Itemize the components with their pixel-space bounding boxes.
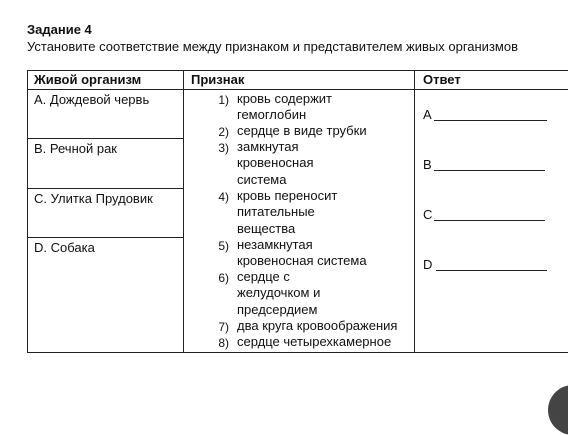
header-answer: Ответ [423,72,461,87]
header-organism: Живой организм [34,72,142,87]
header-divider [28,89,568,90]
row-divider-2 [28,188,183,189]
trait-7-text: два круга кровоображения [237,318,398,333]
matching-table [27,70,568,353]
organism-b: В. Речной рак [34,141,117,156]
organism-a: А. Дождевой червь [34,92,150,107]
column-divider-2 [414,70,415,352]
answer-a-blank[interactable] [434,120,547,121]
trait-4-text: кровь переносит питательные вещества [237,188,338,236]
organism-c: С. Улитка Прудовик [34,191,153,206]
trait-3-text: замкнутая кровеносная система [237,139,314,187]
task-instruction: Установите соответствие между признаком и представителем живых организмов [27,39,518,54]
trait-6-text: сердце с желудочком и предсердием [237,269,321,317]
trait-2-number: 2) [218,125,229,139]
answer-d-blank[interactable] [436,270,547,271]
answer-a-label: А [423,107,432,122]
organism-d: D. Собака [34,240,95,255]
trait-4-number: 4) [218,190,229,204]
answer-b-blank[interactable] [434,170,545,171]
trait-8-text: сердце четырехкамерное [237,334,392,349]
trait-5-number: 5) [218,239,229,253]
trait-7-number: 7) [218,320,229,334]
row-divider-1 [28,138,183,139]
corner-circle-icon [548,385,568,435]
row-divider-3 [28,237,183,238]
answer-b-label: В [423,157,432,172]
trait-6-number: 6) [218,271,229,285]
answer-c-blank[interactable] [434,220,545,221]
trait-1-number: 1) [218,93,229,107]
header-trait: Признак [191,72,245,87]
trait-8-number: 8) [218,336,229,350]
trait-5-text: незамкнутая кровеносная система [237,237,367,269]
task-title: Задание 4 [27,22,92,37]
trait-2-text: сердце в виде трубки [237,123,367,138]
answer-c-label: С [423,207,433,222]
trait-3-number: 3) [218,141,229,155]
column-divider-1 [183,70,184,352]
trait-1-text: кровь содержит гемоглобин [237,91,332,123]
answer-d-label: D [423,257,433,272]
table-top-border [28,70,568,71]
